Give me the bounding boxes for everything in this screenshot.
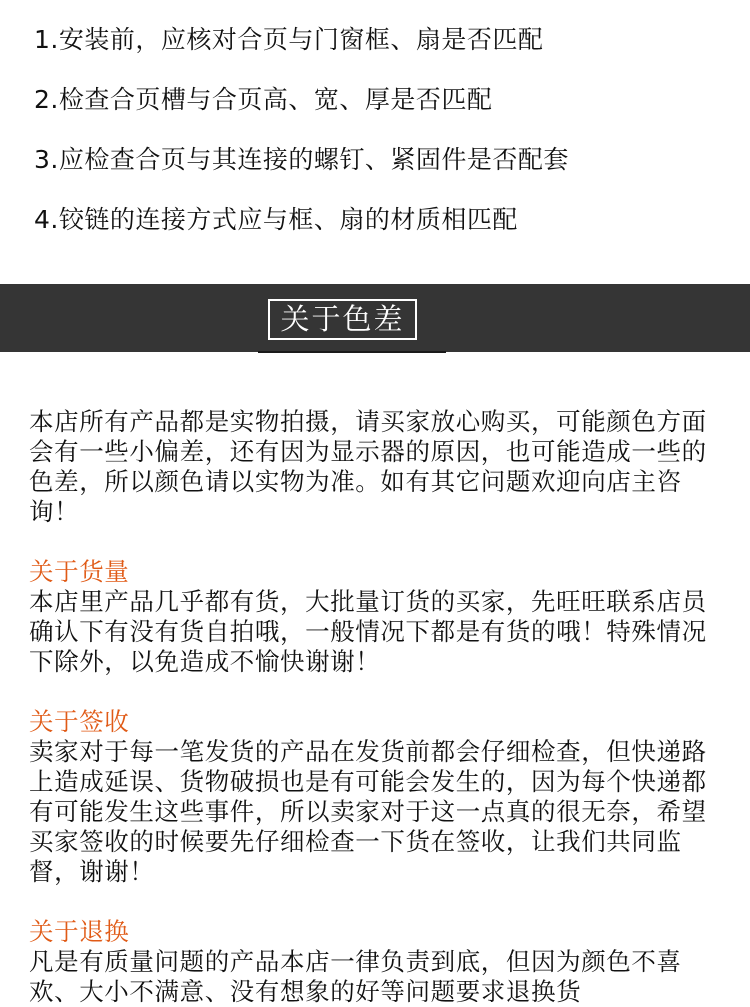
checklist-item: 2.检查合页槽与合页高、宽、厚是否匹配 bbox=[34, 85, 493, 114]
banner-underline bbox=[258, 351, 446, 353]
return-section-title: 关于退换 bbox=[29, 917, 130, 946]
receipt-section bbox=[29, 707, 719, 887]
installation-checklist bbox=[34, 22, 569, 262]
banner-title: 关于色差 bbox=[268, 299, 417, 340]
stock-section bbox=[29, 557, 719, 677]
checklist-item: 4.铰链的连接方式应与框、扇的材质相匹配 bbox=[34, 205, 518, 234]
stock-section-text: 本店里产品几乎都有货，大批量订货的买家，先旺旺联系店员确认下有没有货自拍哦，一般情况下都是有货的哦！特殊情况下除外，以免造成不愉快谢谢！ bbox=[29, 587, 707, 676]
stock-section-title: 关于货量 bbox=[29, 557, 130, 586]
policy-content bbox=[29, 407, 719, 1007]
checklist-item: 1.安装前，应核对合页与门窗框、扇是否匹配 bbox=[34, 25, 544, 54]
checklist-item: 3.应检查合页与其连接的螺钉、紧固件是否配套 bbox=[34, 145, 569, 174]
receipt-section-text: 卖家对于每一笔发货的产品在发货前都会仔细检查，但快递路上造成延误、货物破损也是有可能会发生的，因为每个快递都有可能发生这些事件，所以卖家对于这一点真的很无奈，希望买家签收的时候要先仔细检查一下货在签收，让我们共同监督，谢谢！ bbox=[29, 737, 707, 886]
receipt-section-title: 关于签收 bbox=[29, 707, 130, 736]
return-section bbox=[29, 917, 719, 1007]
color-difference-text: 本店所有产品都是实物拍摄，请买家放心购买，可能颜色方面会有一些小偏差，还有因为显示器的原因，也可能造成一些的色差，所以颜色请以实物为准。如有其它问题欢迎向店主咨询！ bbox=[29, 407, 707, 526]
return-section-text: 凡是有质量问题的产品本店一律负责到底，但因为颜色不喜欢、大小不满意、没有想象的好等问题要求退换货 bbox=[29, 947, 682, 1006]
section-banner bbox=[0, 284, 750, 352]
